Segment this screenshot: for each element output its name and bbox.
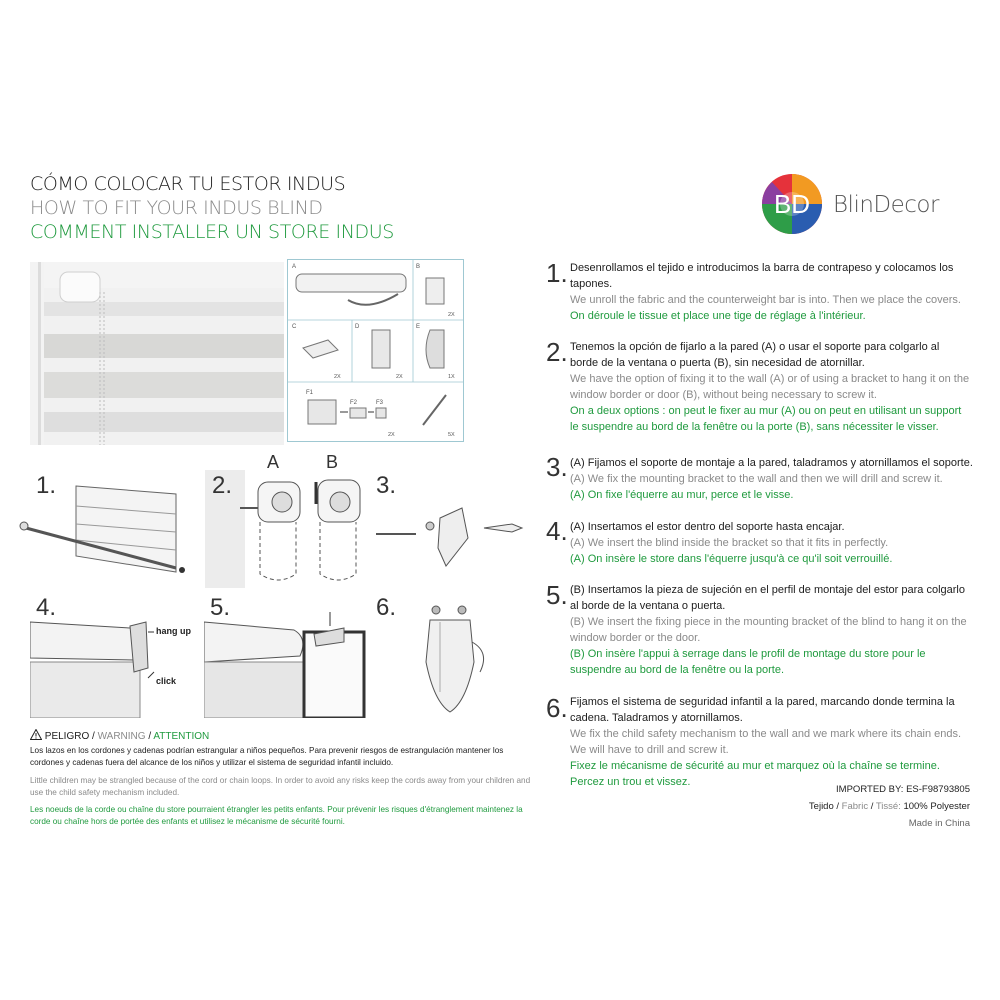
part-label-d: D bbox=[355, 324, 360, 330]
step-4-es: (A) Insertamos el estor dentro del soporte hasta encajar. bbox=[570, 521, 845, 533]
step-6-es: Fijamos el sistema de seguridad infantil a la pared, marcando donde termina la cadena. Taladramos y atornillamos. bbox=[570, 696, 955, 724]
step-4 bbox=[570, 519, 970, 567]
fabric-fr: Tissé: bbox=[875, 801, 901, 812]
part-label-f2: F2 bbox=[350, 400, 358, 406]
fabric-sep: / bbox=[868, 801, 876, 812]
step-6-en: We fix the child safety mechanism to the wall and we mark where its chain ends. We will have to drill and screw it. bbox=[570, 728, 962, 756]
diagram-number-6: 6. bbox=[376, 594, 397, 621]
qty-d: 2X bbox=[396, 374, 403, 380]
diagram-3 bbox=[372, 498, 532, 578]
step-number-6: 6. bbox=[546, 693, 568, 723]
part-label-a: A bbox=[292, 264, 297, 270]
variant-b-label: B bbox=[326, 452, 339, 472]
step-2 bbox=[570, 339, 970, 435]
parts-box bbox=[287, 259, 464, 442]
step-number-3: 3. bbox=[546, 452, 568, 482]
step-1-fr: On déroule le tissue et place une tige de réglage à l'intérieur. bbox=[570, 310, 866, 322]
step-4-fr: (A) On insère le store dans l'équerre jusqu'à ce qu'il soit verrouillé. bbox=[570, 553, 893, 565]
step-4-en: (A) We insert the blind inside the bracket so that it fits in perfectly. bbox=[570, 537, 889, 549]
step-number-5: 5. bbox=[546, 580, 568, 610]
diagram-2 bbox=[230, 474, 370, 590]
part-label-c: C bbox=[292, 324, 297, 330]
click-label: click bbox=[156, 676, 177, 686]
warning-heading-en: WARNING bbox=[97, 731, 146, 742]
fabric-value: 100% Polyester bbox=[903, 801, 970, 812]
warning-heading-es: PELIGRO bbox=[44, 731, 90, 742]
warning-text-es: Los lazos en los cordones y cadenas podrían estrangular a niños pequeños. Para prevenir riesgos de estrangulación mantener los cordones y cadenas fuera del alcance de los niños y utilizar el sistema de seguridad infantil incluido. bbox=[30, 746, 504, 767]
diagram-number-5: 5. bbox=[210, 594, 231, 621]
part-label-f3: F3 bbox=[376, 400, 384, 406]
warning-text-en: Little children may be strangled because of the cord or chain loops. In order to avoid any risks keep the cords away from your children and use the child safety mechanism included. bbox=[30, 776, 531, 797]
qty-c: 2X bbox=[334, 374, 341, 380]
step-number-2: 2. bbox=[546, 337, 568, 367]
title-en: HOW TO FIT YOUR INDUS BLIND bbox=[30, 197, 323, 219]
part-label-b: B bbox=[416, 264, 421, 270]
qty-f: 2X bbox=[388, 432, 395, 438]
brand-logo bbox=[760, 172, 824, 236]
logo-letters: BD bbox=[773, 189, 811, 219]
qty-b: 2X bbox=[448, 312, 455, 318]
step-2-en: We have the option of fixing it to the wall (A) or of using a bracket to hang it on the window border or door (B), without being necessary to screw it. bbox=[570, 373, 970, 401]
imported-by: IMPORTED BY: ES-F98793805 bbox=[836, 784, 970, 795]
diagram-number-4: 4. bbox=[36, 594, 57, 621]
step-6-fr: Fixez le mécanisme de sécurité au mur et marquez où la chaîne se termine. Percez un trou et vissez. bbox=[570, 760, 940, 788]
hang-up-label: hang up bbox=[156, 626, 191, 636]
warning-triangle-icon bbox=[30, 729, 42, 743]
qty-screw: 5X bbox=[448, 432, 455, 438]
warning-text-fr: Les noeuds de la corde ou chaîne du store pourraient étrangler les petits enfants. Pour prévenir les risques d'étranglement maintenez la corde ou chaîne hors de portée des enfants et utilisez le mécanisme de sécurité fourni. bbox=[30, 805, 523, 826]
variant-a-label: A bbox=[267, 452, 280, 472]
made-in: Made in China bbox=[908, 818, 970, 829]
part-label-f1: F1 bbox=[306, 390, 314, 396]
step-1-en: We unroll the fabric and the counterweight bar is into. Then we place the covers. bbox=[570, 294, 961, 306]
diagram-number-2: 2. bbox=[212, 472, 233, 499]
step-5-en: (B) We insert the fixing piece in the mounting bracket of the blind to hang it on the window border or the door. bbox=[570, 616, 967, 644]
step-number-1: 1. bbox=[546, 258, 568, 288]
step-1-es: Desenrollamos el tejido e introducimos la barra de contrapeso y colocamos los tapones. bbox=[570, 262, 954, 290]
step-number-4: 4. bbox=[546, 516, 568, 546]
title-fr: COMMENT INSTALLER UN STORE INDUS bbox=[30, 221, 394, 243]
fabric-es: Tejido bbox=[808, 801, 834, 812]
fabric-sep: / bbox=[833, 801, 842, 812]
fabric-line bbox=[809, 801, 970, 812]
step-5 bbox=[570, 582, 970, 678]
step-2-fr: On a deux options : on peut le fixer au mur (A) ou on peut en utilisant un support le suspendre au bord de la fenêtre ou la porte (B), sans nécessiter le visser. bbox=[570, 405, 962, 433]
step-3-es: (A) Fijamos el soporte de montaje a la pared, taladramos y atornillamos el soporte. bbox=[570, 457, 973, 469]
warning-heading bbox=[30, 729, 209, 743]
qty-e: 1X bbox=[448, 374, 455, 380]
step-2-es: Tenemos la opción de fijarlo a la pared (A) o usar el soporte para colgarlo al borde de la ventana o puerta (B), sin necesidad de atornillar. bbox=[570, 341, 940, 369]
step-1 bbox=[570, 260, 970, 324]
step-3-en: (A) We fix the mounting bracket to the wall and then we will drill and screw it. bbox=[570, 473, 943, 485]
brand-name: BlinDecor bbox=[833, 192, 939, 218]
warning-sep: / bbox=[145, 731, 154, 742]
step-5-es: (B) Insertamos la pieza de sujeción en el perfil de montaje del estor para colgarlo al borde de la ventana o puerta. bbox=[570, 584, 965, 612]
diagram-number-3: 3. bbox=[376, 472, 397, 499]
step-6 bbox=[570, 694, 970, 790]
part-label-e: E bbox=[416, 324, 421, 330]
step-3-fr: (A) On fixe l'équerre au mur, perce et le visse. bbox=[570, 489, 794, 501]
step-3 bbox=[570, 455, 980, 503]
warning-sep: / bbox=[89, 731, 98, 742]
fabric-en: Fabric bbox=[841, 801, 869, 812]
warning-heading-fr: ATTENTION bbox=[153, 731, 210, 742]
blind-photo bbox=[30, 262, 284, 445]
diagram-6 bbox=[410, 602, 500, 718]
diagram-1 bbox=[16, 476, 196, 582]
diagram-5 bbox=[204, 612, 374, 718]
step-5-fr: (B) On insère l'appui à serrage dans le profil de montage du store pour le suspendre au bord de la fenêtre ou la porte. bbox=[570, 648, 926, 676]
title-es: CÓMO COLOCAR TU ESTOR INDUS bbox=[30, 173, 346, 195]
diagram-number-1: 1. bbox=[36, 472, 57, 499]
